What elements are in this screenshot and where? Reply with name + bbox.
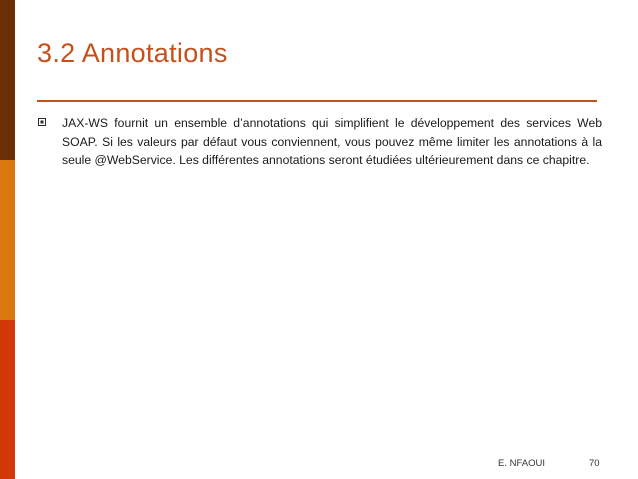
bullet-paragraph: JAX-WS fournit un ensemble d’annotations qui simplifient le développement des services Web SOAP. Si les valeurs par défaut vous conviennent, vous pouvez même limiter les annotations à la seule @WebService. Les différentes annotations seront étudiées ultérieurement dans ce chapitre. (62, 116, 602, 167)
footer-page-number: 70 (589, 458, 600, 469)
slide-title: 3.2 Annotations (37, 38, 228, 68)
title-divider (37, 100, 597, 102)
footer-author: E. NFAOUI (498, 458, 545, 469)
side-band-bottom (0, 320, 15, 479)
side-band-top (0, 0, 15, 160)
hollow-square-bullet-icon (38, 118, 46, 126)
side-band-middle (0, 160, 15, 320)
